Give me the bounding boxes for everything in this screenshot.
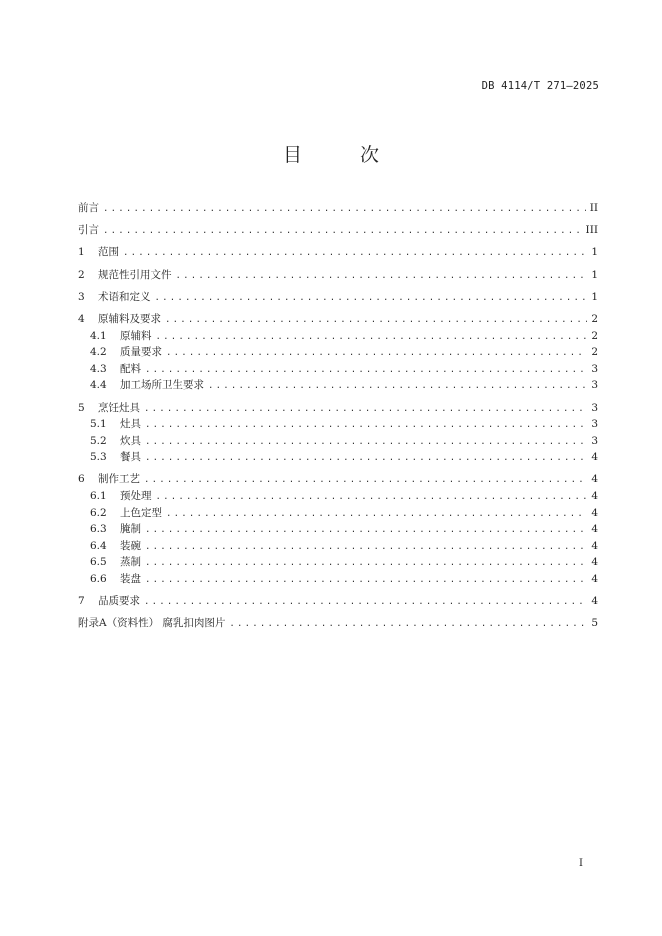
toc-entry-label: 炊具 bbox=[120, 434, 141, 447]
toc-entry-label: 烹饪灶具 bbox=[98, 401, 140, 414]
toc-entry-label: 制作工艺 bbox=[98, 473, 140, 486]
toc-entry-label: 术语和定义 bbox=[98, 290, 151, 303]
toc-entry-page: 2 bbox=[591, 346, 598, 359]
toc-leader-dots bbox=[145, 450, 587, 467]
toc-entry-page: 3 bbox=[591, 362, 598, 375]
toc-entry-number: 6.4 bbox=[90, 539, 107, 552]
toc-entry-page: 3 bbox=[591, 434, 598, 447]
toc-leader-dots bbox=[156, 329, 588, 346]
toc-entry-page: III bbox=[585, 224, 598, 237]
toc-entry-page: 3 bbox=[591, 379, 598, 392]
toc-entry[interactable] bbox=[78, 344, 598, 361]
page-title: 目 次 bbox=[282, 144, 406, 166]
toc-leader-dots bbox=[208, 378, 587, 395]
toc-entry-number: 5 bbox=[78, 401, 85, 414]
toc-entry[interactable] bbox=[78, 328, 598, 345]
toc-leader-dots bbox=[145, 522, 587, 539]
page-number: I bbox=[579, 858, 583, 869]
toc-entry-label: 上色定型 bbox=[120, 506, 162, 519]
table-of-contents bbox=[78, 200, 598, 632]
toc-entry-page: 4 bbox=[591, 490, 598, 503]
toc-entry[interactable] bbox=[78, 289, 598, 306]
toc-entry-number: 1 bbox=[78, 246, 85, 259]
toc-leader-dots bbox=[155, 290, 588, 307]
toc-entry[interactable] bbox=[78, 433, 598, 450]
toc-leader-dots bbox=[145, 572, 587, 589]
toc-leader-dots bbox=[145, 539, 587, 556]
toc-entry-page: 4 bbox=[591, 595, 598, 608]
toc-entry-label: 加工场所卫生要求 bbox=[120, 379, 204, 392]
toc-entry-label: 灶具 bbox=[120, 418, 141, 431]
toc-entry-number: 4.2 bbox=[90, 346, 107, 359]
toc-leader-dots bbox=[156, 489, 588, 506]
toc-leader-dots bbox=[229, 616, 587, 633]
toc-entry[interactable] bbox=[78, 200, 598, 217]
toc-entry-page: 3 bbox=[591, 418, 598, 431]
toc-entry-number: 5.2 bbox=[90, 434, 107, 447]
toc-entry[interactable] bbox=[78, 267, 598, 284]
toc-leader-dots bbox=[144, 472, 587, 489]
toc-entry-page: 4 bbox=[591, 451, 598, 464]
toc-entry-number: 4.4 bbox=[90, 379, 107, 392]
toc-entry-label: 原辅料及要求 bbox=[98, 312, 161, 325]
toc-entry-label: 装碗 bbox=[120, 539, 141, 552]
toc-entry[interactable] bbox=[78, 311, 598, 328]
toc-leader-dots bbox=[166, 506, 587, 523]
toc-entry-number: 4 bbox=[78, 312, 85, 325]
toc-entry-label: 蒸制 bbox=[120, 556, 141, 569]
toc-entry-page: 3 bbox=[591, 401, 598, 414]
toc-entry-number: 6.2 bbox=[90, 506, 107, 519]
toc-entry-page: 1 bbox=[591, 268, 598, 281]
toc-entry-page: 4 bbox=[591, 556, 598, 569]
toc-leader-dots bbox=[165, 312, 587, 329]
toc-entry[interactable] bbox=[78, 471, 598, 488]
toc-entry-number: 5.3 bbox=[90, 451, 107, 464]
toc-entry-page: II bbox=[589, 202, 598, 214]
toc-entry-page: 1 bbox=[591, 246, 598, 259]
document-code: DB 4114/T 271—2025 bbox=[481, 80, 599, 92]
toc-entry-number: 6.6 bbox=[90, 573, 107, 586]
toc-entry-page: 2 bbox=[591, 329, 598, 342]
toc-entry-label: 质量要求 bbox=[120, 346, 162, 359]
toc-entry-page: 4 bbox=[591, 573, 598, 586]
toc-entry-label: 附录A（资料性） 腐乳扣肉图片 bbox=[78, 617, 226, 630]
toc-entry-number: 4.3 bbox=[90, 362, 107, 375]
toc-entry[interactable] bbox=[78, 416, 598, 433]
toc-entry-page: 4 bbox=[591, 523, 598, 536]
toc-entry[interactable] bbox=[78, 449, 598, 466]
toc-entry-page: 4 bbox=[591, 539, 598, 552]
toc-entry[interactable] bbox=[78, 361, 598, 378]
toc-leader-dots bbox=[176, 268, 588, 285]
toc-leader-dots bbox=[144, 594, 587, 611]
toc-leader-dots bbox=[145, 417, 587, 434]
toc-entry-number: 6.3 bbox=[90, 523, 107, 536]
toc-leader-dots bbox=[166, 345, 587, 362]
toc-entry-number: 3 bbox=[78, 290, 85, 303]
toc-entry-label: 品质要求 bbox=[98, 595, 140, 608]
toc-leader-dots bbox=[123, 245, 587, 262]
toc-leader-dots bbox=[145, 555, 587, 572]
toc-entry[interactable] bbox=[78, 615, 598, 632]
toc-entry[interactable] bbox=[78, 521, 598, 538]
toc-leader-dots bbox=[144, 401, 587, 418]
toc-entry[interactable] bbox=[78, 377, 598, 394]
toc-entry[interactable] bbox=[78, 488, 598, 505]
toc-entry[interactable] bbox=[78, 244, 598, 261]
toc-entry[interactable] bbox=[78, 505, 598, 522]
toc-entry-number: 4.1 bbox=[90, 329, 107, 342]
toc-leader-dots bbox=[103, 201, 586, 218]
toc-entry[interactable] bbox=[78, 222, 598, 239]
toc-entry-label: 范围 bbox=[98, 246, 119, 259]
toc-entry-number: 5.1 bbox=[90, 418, 107, 431]
toc-entry-label: 腌制 bbox=[120, 523, 141, 536]
toc-entry-label: 原辅料 bbox=[120, 329, 152, 342]
toc-leader-dots bbox=[145, 362, 587, 379]
toc-entry[interactable] bbox=[78, 571, 598, 588]
toc-entry-number: 6.1 bbox=[90, 490, 107, 503]
toc-entry-page: 1 bbox=[591, 290, 598, 303]
toc-entry-number: 2 bbox=[78, 268, 85, 281]
toc-entry-label: 前言 bbox=[78, 202, 99, 214]
toc-entry-label: 餐具 bbox=[120, 451, 141, 464]
toc-entry[interactable] bbox=[78, 400, 598, 417]
toc-entry-page: 4 bbox=[591, 506, 598, 519]
toc-entry[interactable] bbox=[78, 538, 598, 555]
toc-entry-label: 规范性引用文件 bbox=[98, 268, 172, 281]
toc-entry-page: 5 bbox=[591, 617, 598, 630]
toc-entry[interactable] bbox=[78, 593, 598, 610]
toc-entry-number: 6 bbox=[78, 473, 85, 486]
toc-entry-number: 7 bbox=[78, 595, 85, 608]
toc-entry-label: 预处理 bbox=[120, 490, 152, 503]
toc-entry-page: 2 bbox=[591, 312, 598, 325]
toc-leader-dots bbox=[103, 223, 582, 240]
toc-entry-label: 引言 bbox=[78, 224, 99, 237]
toc-entry-label: 配料 bbox=[120, 362, 141, 375]
toc-leader-dots bbox=[145, 434, 587, 451]
toc-entry[interactable] bbox=[78, 554, 598, 571]
toc-entry-page: 4 bbox=[591, 473, 598, 486]
toc-entry-label: 装盘 bbox=[120, 573, 141, 586]
toc-entry-number: 6.5 bbox=[90, 556, 107, 569]
